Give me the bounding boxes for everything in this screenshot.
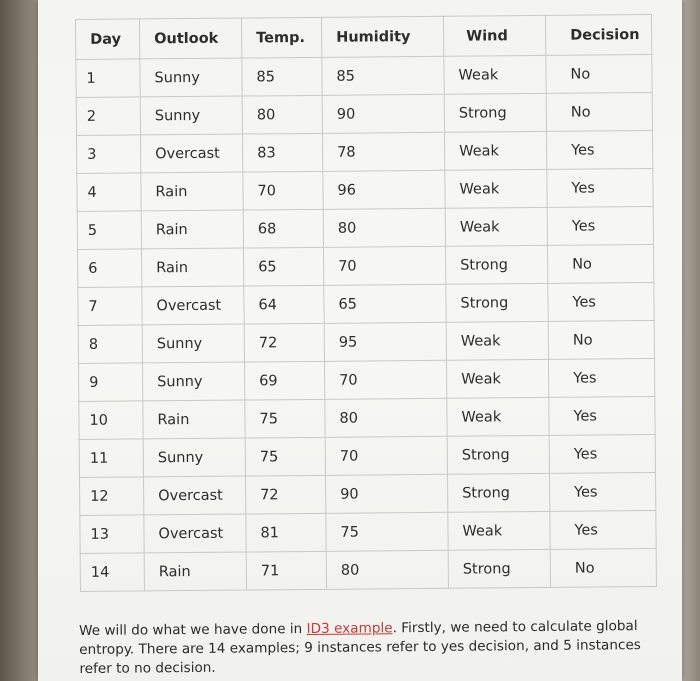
photo-background-left <box>0 0 40 681</box>
cell-temp: 69 <box>244 361 324 400</box>
table-row <box>79 434 655 477</box>
cell-decision: No <box>547 244 653 283</box>
cell-day: 10 <box>79 401 143 440</box>
cell-decision: Yes <box>550 510 656 549</box>
cell-day: 5 <box>77 211 141 250</box>
cell-outlook: Sunny <box>143 362 245 401</box>
cell-wind: Weak <box>446 359 548 398</box>
cell-wind: Strong <box>447 435 549 474</box>
cell-outlook: Rain <box>144 552 246 591</box>
cell-day: 8 <box>78 325 142 364</box>
weather-table-container <box>75 14 656 592</box>
cell-wind: Weak <box>448 511 550 550</box>
table-row <box>80 548 656 591</box>
cell-outlook: Rain <box>141 210 243 249</box>
table-body <box>76 54 657 591</box>
cell-wind: Weak <box>447 397 549 436</box>
cell-temp: 64 <box>244 285 324 324</box>
table-row <box>80 472 656 515</box>
cell-humidity: 80 <box>326 550 448 589</box>
cell-humidity: 90 <box>322 94 444 133</box>
cell-day: 14 <box>80 553 144 592</box>
cell-temp: 72 <box>245 475 325 514</box>
cell-decision: Yes <box>549 434 655 473</box>
id3-example-link[interactable]: ID3 example <box>306 620 393 638</box>
cell-outlook: Overcast <box>144 514 246 553</box>
cell-day: 7 <box>78 287 142 326</box>
header-temp: Temp. <box>241 17 321 58</box>
header-day: Day <box>76 19 140 60</box>
cell-temp: 83 <box>243 133 323 172</box>
document-page <box>38 0 682 681</box>
cell-outlook: Overcast <box>141 134 243 173</box>
cell-humidity: 90 <box>325 474 447 513</box>
table-row <box>77 206 653 249</box>
cell-humidity: 65 <box>324 284 446 323</box>
cell-humidity: 95 <box>324 322 446 361</box>
cell-temp: 70 <box>243 171 323 210</box>
cell-humidity: 96 <box>323 170 445 209</box>
table-row <box>77 130 653 173</box>
cell-decision: No <box>550 548 656 587</box>
cell-wind: Weak <box>445 131 547 170</box>
explanation-paragraph <box>79 617 654 679</box>
table-row <box>79 358 655 401</box>
cell-wind: Strong <box>444 93 546 132</box>
cell-decision: Yes <box>548 282 654 321</box>
header-outlook: Outlook <box>140 18 242 59</box>
cell-temp: 75 <box>245 437 325 476</box>
cell-decision: Yes <box>549 472 655 511</box>
cell-humidity: 85 <box>322 56 444 95</box>
cell-day: 3 <box>77 135 141 174</box>
cell-wind: Weak <box>445 207 547 246</box>
cell-temp: 75 <box>245 399 325 438</box>
table-row <box>78 244 654 287</box>
cell-decision: Yes <box>547 168 653 207</box>
table-row <box>79 396 655 439</box>
cell-day: 13 <box>80 515 144 554</box>
cell-wind: Weak <box>446 321 548 360</box>
header-decision: Decision <box>545 14 651 55</box>
cell-day: 6 <box>78 249 142 288</box>
paragraph-text-start: We will do what we have done in <box>79 621 307 639</box>
cell-humidity: 75 <box>326 512 448 551</box>
cell-wind: Strong <box>446 283 548 322</box>
cell-day: 4 <box>77 173 141 212</box>
cell-outlook: Sunny <box>140 58 242 97</box>
cell-temp: 85 <box>242 57 322 96</box>
cell-decision: No <box>548 320 654 359</box>
cell-day: 9 <box>79 363 143 402</box>
cell-decision: No <box>546 54 652 93</box>
header-humidity: Humidity <box>321 16 443 57</box>
cell-day: 1 <box>76 59 140 98</box>
cell-decision: Yes <box>547 206 653 245</box>
table-row <box>76 92 652 135</box>
cell-wind: Strong <box>445 245 547 284</box>
cell-wind: Weak <box>444 55 546 94</box>
cell-outlook: Sunny <box>140 96 242 135</box>
cell-humidity: 78 <box>323 132 445 171</box>
cell-outlook: Overcast <box>143 476 245 515</box>
cell-temp: 72 <box>244 323 324 362</box>
paragraph-text-end: . Firstly, we need to calculate global entropy. There are 14 examples; 9 instances refer to yes decision, and 5 instances refer to no decision. <box>79 618 641 677</box>
cell-humidity: 70 <box>325 436 447 475</box>
cell-wind: Weak <box>445 169 547 208</box>
cell-decision: Yes <box>549 396 655 435</box>
cell-temp: 65 <box>244 247 324 286</box>
table-row <box>77 168 653 211</box>
cell-temp: 71 <box>246 551 326 590</box>
cell-decision: Yes <box>546 130 652 169</box>
table-row <box>78 282 654 325</box>
table-header-row <box>76 14 652 59</box>
cell-outlook: Sunny <box>142 324 244 363</box>
cell-outlook: Sunny <box>143 438 245 477</box>
cell-day: 12 <box>80 477 144 516</box>
cell-decision: No <box>546 92 652 131</box>
cell-humidity: 80 <box>323 208 445 247</box>
cell-day: 11 <box>79 439 143 478</box>
cell-temp: 80 <box>242 95 322 134</box>
cell-temp: 81 <box>246 513 326 552</box>
table-row <box>80 510 656 553</box>
cell-humidity: 70 <box>324 246 446 285</box>
weather-decision-table <box>75 14 657 592</box>
cell-humidity: 80 <box>325 398 447 437</box>
table-row <box>76 54 652 97</box>
cell-decision: Yes <box>548 358 654 397</box>
table-row <box>78 320 654 363</box>
cell-outlook: Overcast <box>142 286 244 325</box>
cell-humidity: 70 <box>324 360 446 399</box>
cell-day: 2 <box>76 97 140 136</box>
cell-temp: 68 <box>243 209 323 248</box>
cell-outlook: Rain <box>142 248 244 287</box>
cell-outlook: Rain <box>141 172 243 211</box>
header-wind: Wind <box>443 15 545 56</box>
cell-outlook: Rain <box>143 400 245 439</box>
cell-wind: Strong <box>447 473 549 512</box>
cell-wind: Strong <box>448 549 550 588</box>
